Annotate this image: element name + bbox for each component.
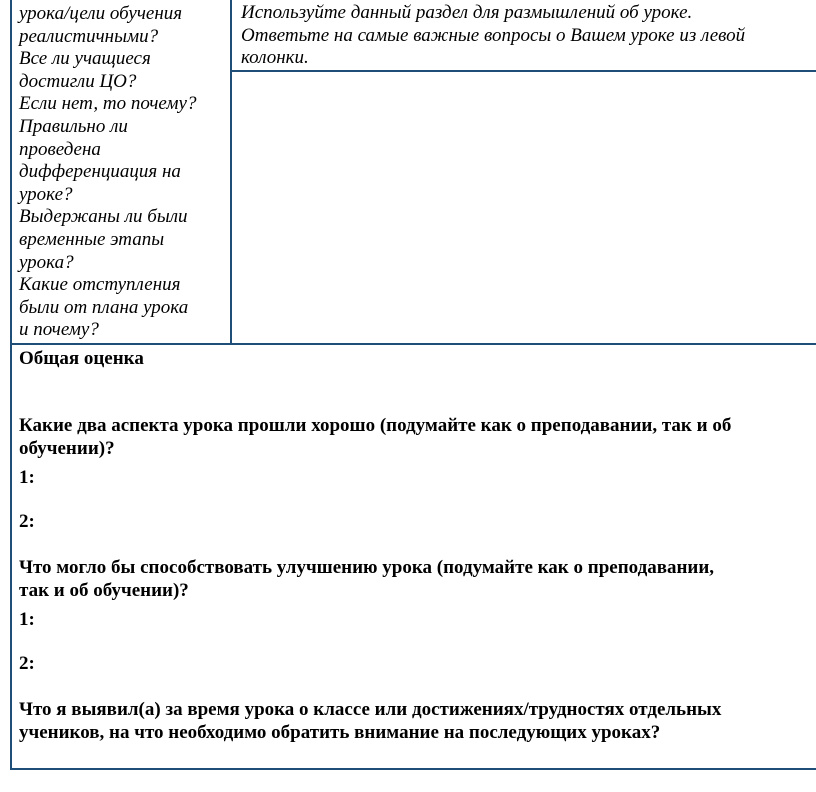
question-line: урока?: [19, 251, 74, 273]
instruction-line: Используйте данный раздел для размышлений об уроке.: [241, 2, 693, 23]
question-line: урока/цели обучения: [19, 3, 183, 24]
question-2-item-1: 1:: [19, 609, 35, 630]
question-1-item-1: 1:: [19, 467, 35, 488]
question-line: Если нет, то почему?: [19, 93, 197, 115]
question-line: и почему?: [19, 319, 99, 341]
question-2-line-1: Что могло бы способствовать улучшению урока (подумайте как о преподавании,: [19, 557, 715, 578]
question-line: проведена: [19, 138, 101, 160]
question-line: были от плана урока: [19, 296, 189, 318]
question-line: временные этапы: [19, 228, 165, 250]
instruction-line: колонки.: [241, 47, 309, 69]
question-1-line-2: обучении)?: [19, 438, 115, 459]
right-cell-divider: [232, 70, 816, 72]
column-divider: [230, 0, 232, 344]
table-left-border: [10, 0, 12, 770]
table-bottom-border: [10, 768, 816, 770]
instruction-line: Ответьте на самые важные вопросы о Вашем уроке из левой: [241, 24, 746, 46]
question-2-item-2: 2:: [19, 653, 35, 674]
question-line: Правильно ли: [19, 115, 128, 137]
question-1-line-1: Какие два аспекта урока прошли хорошо (подумайте как о преподавании, так и об: [19, 415, 732, 436]
question-line: Все ли учащиеся: [19, 48, 151, 70]
reflection-questions-cell: [19, 3, 196, 342]
question-line: достигли ЦО?: [19, 70, 137, 92]
question-line: Выдержаны ли были: [19, 206, 188, 228]
question-3-line-1: Что я выявил(а) за время урока о классе или достижениях/трудностях отдельных: [19, 699, 722, 720]
question-line: Какие отступления: [19, 274, 181, 296]
reflection-instruction-cell: [241, 2, 745, 70]
question-3-line-2: учеников, на что необходимо обратить внимание на последующих уроках?: [19, 722, 661, 743]
question-line: уроке?: [19, 183, 73, 205]
question-line: дифференциация на: [19, 161, 181, 183]
table-row-divider: [10, 343, 816, 345]
question-1-item-2: 2:: [19, 511, 35, 532]
question-line: реалистичными?: [19, 25, 159, 47]
summary-title: Общая оценка: [19, 348, 144, 369]
question-2-line-2: так и об обучении)?: [19, 580, 189, 601]
